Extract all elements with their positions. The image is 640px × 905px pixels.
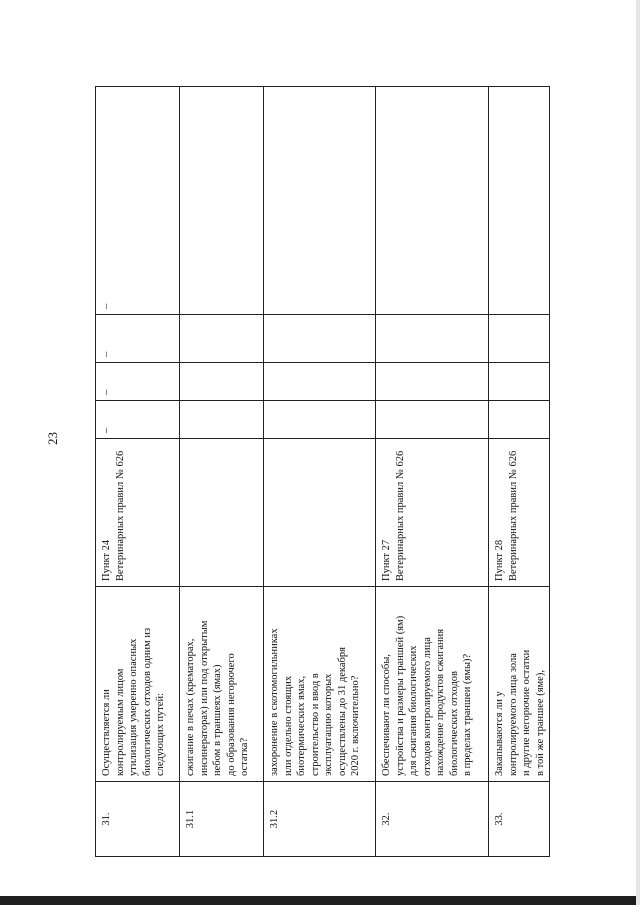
answer-yes-cell xyxy=(489,401,550,439)
answer-no-cell xyxy=(180,363,264,401)
row-number: 31.2 xyxy=(264,782,376,857)
table-row xyxy=(376,87,489,857)
answer-na-cell xyxy=(264,315,376,363)
table-row xyxy=(489,87,550,857)
scan-bottom-edge xyxy=(0,896,640,905)
answer-yes-cell xyxy=(180,401,264,439)
answer-na-cell: – xyxy=(96,315,180,363)
answer-no-cell: – xyxy=(96,363,180,401)
row-number: 31.1 xyxy=(180,782,264,857)
answer-yes-cell xyxy=(376,401,489,439)
checklist-table-rotated xyxy=(95,87,546,857)
answer-yes-cell xyxy=(264,401,376,439)
note-cell xyxy=(264,87,376,315)
requirement-reference: Пункт 28 Ветеринарных правил № 626 xyxy=(489,439,550,587)
note-cell xyxy=(376,87,489,315)
note-cell: – xyxy=(96,87,180,315)
table-row xyxy=(96,87,180,857)
note-cell xyxy=(180,87,264,315)
answer-no-cell xyxy=(489,363,550,401)
question-text: Осуществляется ли контролируемым лицом утилизация умеренно опасных биологических отходов одним из следующих путей: xyxy=(96,587,180,782)
answer-na-cell xyxy=(489,315,550,363)
answer-na-cell xyxy=(180,315,264,363)
question-text: захоронение в скотомогильниках или отдельно стоящих биотермических ямах, строительство и ввод в эксплуатацию которых осуществлены до 31 декабря 2020 г. включительно? xyxy=(264,587,376,782)
row-number: 32. xyxy=(376,782,489,857)
question-text: сжигание в печах (крематорах, инсинераторах) или под открытым небом в траншеях (ямах) до образования негорючего остатка? xyxy=(180,587,264,782)
answer-yes-cell: – xyxy=(96,401,180,439)
row-number: 31. xyxy=(96,782,180,857)
question-text: Обеспечивают ли способы, устройства и размеры траншей (ям) для сжигания биологических отходов контролируемого лица нахождение продуктов сжигания биологических отходов в пределах траншеи (ямы)? xyxy=(376,587,489,782)
answer-no-cell xyxy=(376,363,489,401)
checklist-table xyxy=(95,86,550,857)
page-number: 23 xyxy=(45,432,60,445)
note-cell xyxy=(489,87,550,315)
table-row xyxy=(180,87,264,857)
answer-no-cell xyxy=(264,363,376,401)
answer-na-cell xyxy=(376,315,489,363)
question-text: Закапываются ли у контролируемого лица зола и другие негорючие остатки в той же траншее (яме), xyxy=(489,587,550,782)
table-row xyxy=(264,87,376,857)
scan-right-edge xyxy=(636,0,640,905)
requirement-reference xyxy=(264,439,376,587)
requirement-reference: Пункт 27 Ветеринарных правил № 626 xyxy=(376,439,489,587)
requirement-reference xyxy=(180,439,264,587)
requirement-reference: Пункт 24 Ветеринарных правил № 626 xyxy=(96,439,180,587)
row-number: 33. xyxy=(489,782,550,857)
